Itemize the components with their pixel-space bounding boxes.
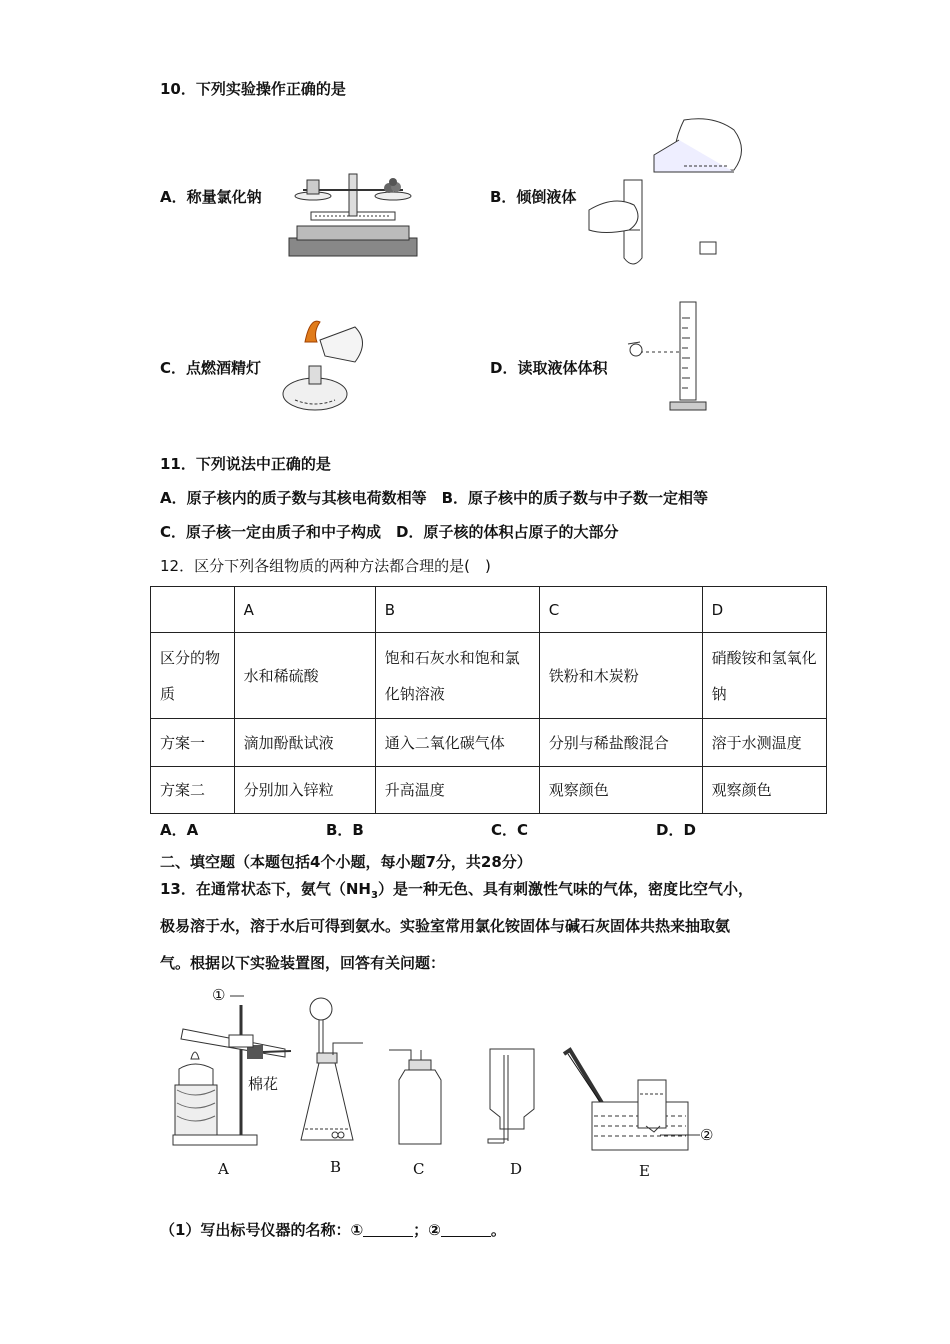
row-label: 区分的物质: [151, 633, 235, 719]
q13-line2: 极易溶于水，溶于水后可得到氨水。实验室常用氯化铵固体与碱石灰固体共热来抽取氨: [160, 917, 731, 935]
apparatus-b-flask: [295, 995, 375, 1150]
table-cell: 硝酸铵和氢氧化钠: [702, 633, 826, 719]
table-row: [151, 633, 827, 719]
apparatus-a-heating-setup: [165, 985, 300, 1150]
apparatus-label-b: B: [330, 1158, 342, 1176]
q12-answer-c: C．C: [491, 821, 529, 839]
table-cell: 观察颜色: [539, 767, 702, 814]
table-header: C: [539, 587, 702, 633]
q11-options-ab: A．原子核内的质子数与其核电荷数相等 B．原子核中的质子数与中子数一定相等: [160, 489, 709, 507]
cotton-label: 棉花: [248, 1075, 279, 1093]
apparatus-c-gas-bottle: [385, 1040, 455, 1150]
balance-illustration: [283, 168, 423, 260]
table-cell: 水和稀硫酸: [234, 633, 375, 719]
table-cell: 通入二氧化碳气体: [375, 719, 539, 767]
row-label: 方案一: [151, 719, 235, 767]
q10-option-c: C．点燃酒精灯: [160, 359, 262, 377]
table-cell: 铁粉和木炭粉: [539, 633, 702, 719]
table-header: B: [375, 587, 539, 633]
answer-blank-2[interactable]: [441, 1222, 491, 1237]
q10-option-d: D．读取液体体积: [490, 359, 608, 377]
q10-title: 10．下列实验操作正确的是: [160, 80, 346, 98]
alcohol-lamp-illustration: [275, 312, 375, 416]
table-header: D: [702, 587, 826, 633]
table-cell: 升高温度: [375, 767, 539, 814]
section-title: 二、填空题（本题包括4个小题，每小题7分，共28分）: [160, 853, 532, 871]
table-row: [151, 767, 827, 814]
q12-answer-a: A．A: [160, 821, 199, 839]
q13-line3: 气。根据以下实验装置图，回答有关问题：: [160, 954, 446, 972]
table-cell: 分别与稀盐酸混合: [539, 719, 702, 767]
table-header-row: [151, 587, 827, 633]
table-cell: 分别加入锌粒: [234, 767, 375, 814]
pouring-liquid-illustration: [584, 110, 754, 270]
graduated-cylinder-illustration: [624, 298, 714, 416]
q12-answer-b: B．B: [326, 821, 364, 839]
table-cell: [151, 587, 235, 633]
apparatus-label-a: A: [218, 1160, 229, 1178]
table-cell: 滴加酚酞试液: [234, 719, 375, 767]
table-row: [151, 719, 827, 767]
apparatus-label-d: D: [510, 1160, 523, 1178]
table-header: A: [234, 587, 375, 633]
table-cell: 饱和石灰水和饱和氯化钠溶液: [375, 633, 539, 719]
q12-title: 12．区分下列各组物质的两种方法都合理的是( ): [160, 557, 491, 575]
apparatus-d-inverted-bottle: [478, 1045, 548, 1150]
table-cell: 溶于水测温度: [702, 719, 826, 767]
marker-2: ②: [700, 1126, 714, 1144]
row-label: 方案二: [151, 767, 235, 814]
answer-blank-1[interactable]: [363, 1222, 413, 1237]
apparatus-e-water-trough: [560, 1050, 720, 1155]
q11-title: 11．下列说法中正确的是: [160, 455, 331, 473]
apparatus-label-c: C: [413, 1160, 425, 1178]
apparatus-label-e: E: [639, 1162, 650, 1180]
q11-options-cd: C．原子核一定由质子和中子构成 D．原子核的体积占原子的大部分: [160, 523, 619, 541]
marker-1: ①: [212, 986, 226, 1004]
q10-option-a: A．称量氯化钠: [160, 188, 262, 206]
q12-table: [150, 586, 827, 814]
q10-option-b: B．倾倒液体: [490, 188, 577, 206]
q12-answer-d: D．D: [656, 821, 696, 839]
q13-line1: 13．在通常状态下，氨气$(NH_3)$是一种无色、具有刺激性气味的气体，密度比空气小，: [160, 880, 753, 901]
marker-1-leader: [230, 993, 250, 999]
q13-sub1: （1）写出标号仪器的名称：① ；② 。: [160, 1221, 506, 1239]
table-cell: 观察颜色: [702, 767, 826, 814]
